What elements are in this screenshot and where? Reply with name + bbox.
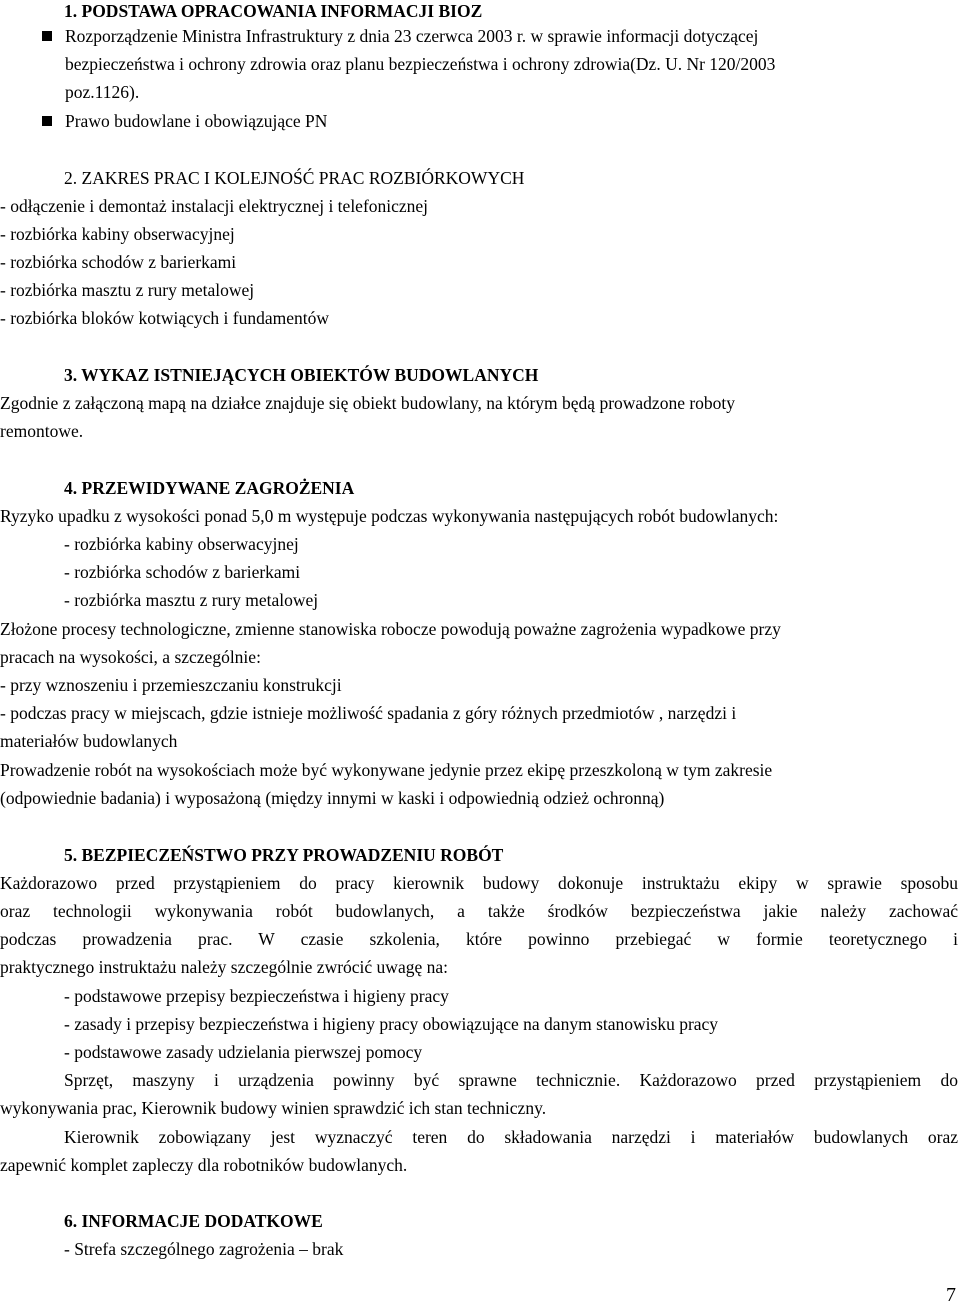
list-item: - rozbiórka kabiny obserwacyjnej [64,534,299,554]
square-bullet-icon [42,116,52,126]
paragraph-line: Prowadzenie robót na wysokościach może być wykonywane jedynie przez ekipę przeszkoloną w tym zakresie [0,760,773,780]
paragraph-line: podczas prowadzenia prac. W czasie szkolenia, które powinno przebiegać w formie teoretycznego i [0,929,958,949]
page-number: 7 [946,1284,956,1306]
list-item: - podstawowe zasady udzielania pierwszej pomocy [64,1042,423,1062]
paragraph-line: Kierownik zobowiązany jest wyznaczyć teren do składowania narzędzi i materiałów budowlanych oraz [64,1127,958,1147]
paragraph-line: Ryzyko upadku z wysokości ponad 5,0 m występuje podczas wykonywania następujących robót budowlanych: [0,506,779,526]
list-item: - podczas pracy w miejscach, gdzie istnieje możliwość spadania z góry różnych przedmiotów , narzędzi i [0,703,737,723]
paragraph-line: Każdorazowo przed przystąpieniem do pracy kierownik budowy dokonuje instruktażu ekipy w sprawie sposobu [0,873,958,893]
paragraph-line: wykonywania prac, Kierownik budowy winien sprawdzić ich stan techniczny. [0,1098,547,1118]
list-item: - odłączenie i demontaż instalacji elektrycznej i telefonicznej [0,196,429,216]
bullet-item [0,22,960,50]
list-item: - rozbiórka schodów z barierkami [64,562,301,582]
paragraph-line: Złożone procesy technologiczne, zmienne stanowiska robocze powodują poważne zagrożenia wypadkowe przy [0,619,781,639]
paragraph-line: (odpowiednie badania) i wyposażoną (między innymi w kaski i odpowiednią odzież ochronną) [0,788,665,808]
list-item: - Strefa szczególnego zagrożenia – brak [64,1239,344,1259]
list-item: - rozbiórka bloków kotwiących i fundamentów [0,308,330,328]
list-item: - rozbiórka masztu z rury metalowej [64,590,319,610]
list-item: - przy wznoszeniu i przemieszczaniu konstrukcji [0,675,342,695]
section-3-heading: 3. WYKAZ ISTNIEJĄCYCH OBIEKTÓW BUDOWLANYCH [64,365,539,385]
paragraph-line: oraz technologii wykonywania robót budowlanych, a także środków bezpieczeństwa jakie należy zachować [0,901,958,921]
paragraph-line: remontowe. [0,421,84,441]
paragraph-line: materiałów budowlanych [0,731,178,751]
section-6-heading: 6. INFORMACJE DODATKOWE [64,1211,323,1231]
paragraph-line: zapewnić komplet zapleczy dla robotników budowlanych. [0,1155,408,1175]
paragraph-line: Zgodnie z załączoną mapą na działce znajduje się obiekt budowlany, na którym będą prowadzone roboty [0,393,736,413]
section-4-heading: 4. PRZEWIDYWANE ZAGROŻENIA [64,478,355,498]
section-5-heading: 5. BEZPIECZEŃSTWO PRZY PROWADZENIU ROBÓT [64,845,504,865]
list-item: - podstawowe przepisy bezpieczeństwa i higieny pracy [64,986,449,1006]
list-item: - rozbiórka masztu z rury metalowej [0,280,255,300]
section-2-heading: 2. ZAKRES PRAC I KOLEJNOŚĆ PRAC ROZBIÓRKOWYCH [64,168,525,188]
list-item: - rozbiórka schodów z barierkami [0,252,237,272]
paragraph-line: pracach na wysokości, a szczególnie: [0,647,261,667]
bullet-item [0,107,960,135]
list-item: - rozbiórka kabiny obserwacyjnej [0,224,235,244]
bullet-text: Rozporządzenie Ministra Infrastruktury z dnia 23 czerwca 2003 r. w sprawie informacji dotyczącej [65,26,759,46]
bullet-text: Prawo budowlane i obowiązujące PN [65,111,328,131]
bullet-text-cont: poz.1126). [65,82,140,102]
paragraph-line: praktycznego instruktażu należy szczególnie zwrócić uwagę na: [0,957,448,977]
square-bullet-icon [42,31,52,41]
list-item: - zasady i przepisy bezpieczeństwa i higieny pracy obowiązujące na danym stanowisku pracy [64,1014,719,1034]
section-1-heading: 1. PODSTAWA OPRACOWANIA INFORMACJI BIOZ [64,1,483,21]
bullet-text-cont: bezpieczeństwa i ochrony zdrowia oraz planu bezpieczeństwa i ochrony zdrowia(Dz. U. Nr 120/2003 [65,54,776,74]
paragraph-line: Sprzęt, maszyny i urządzenia powinny być sprawne technicznie. Każdorazowo przed przystąpieniem do [64,1070,958,1090]
